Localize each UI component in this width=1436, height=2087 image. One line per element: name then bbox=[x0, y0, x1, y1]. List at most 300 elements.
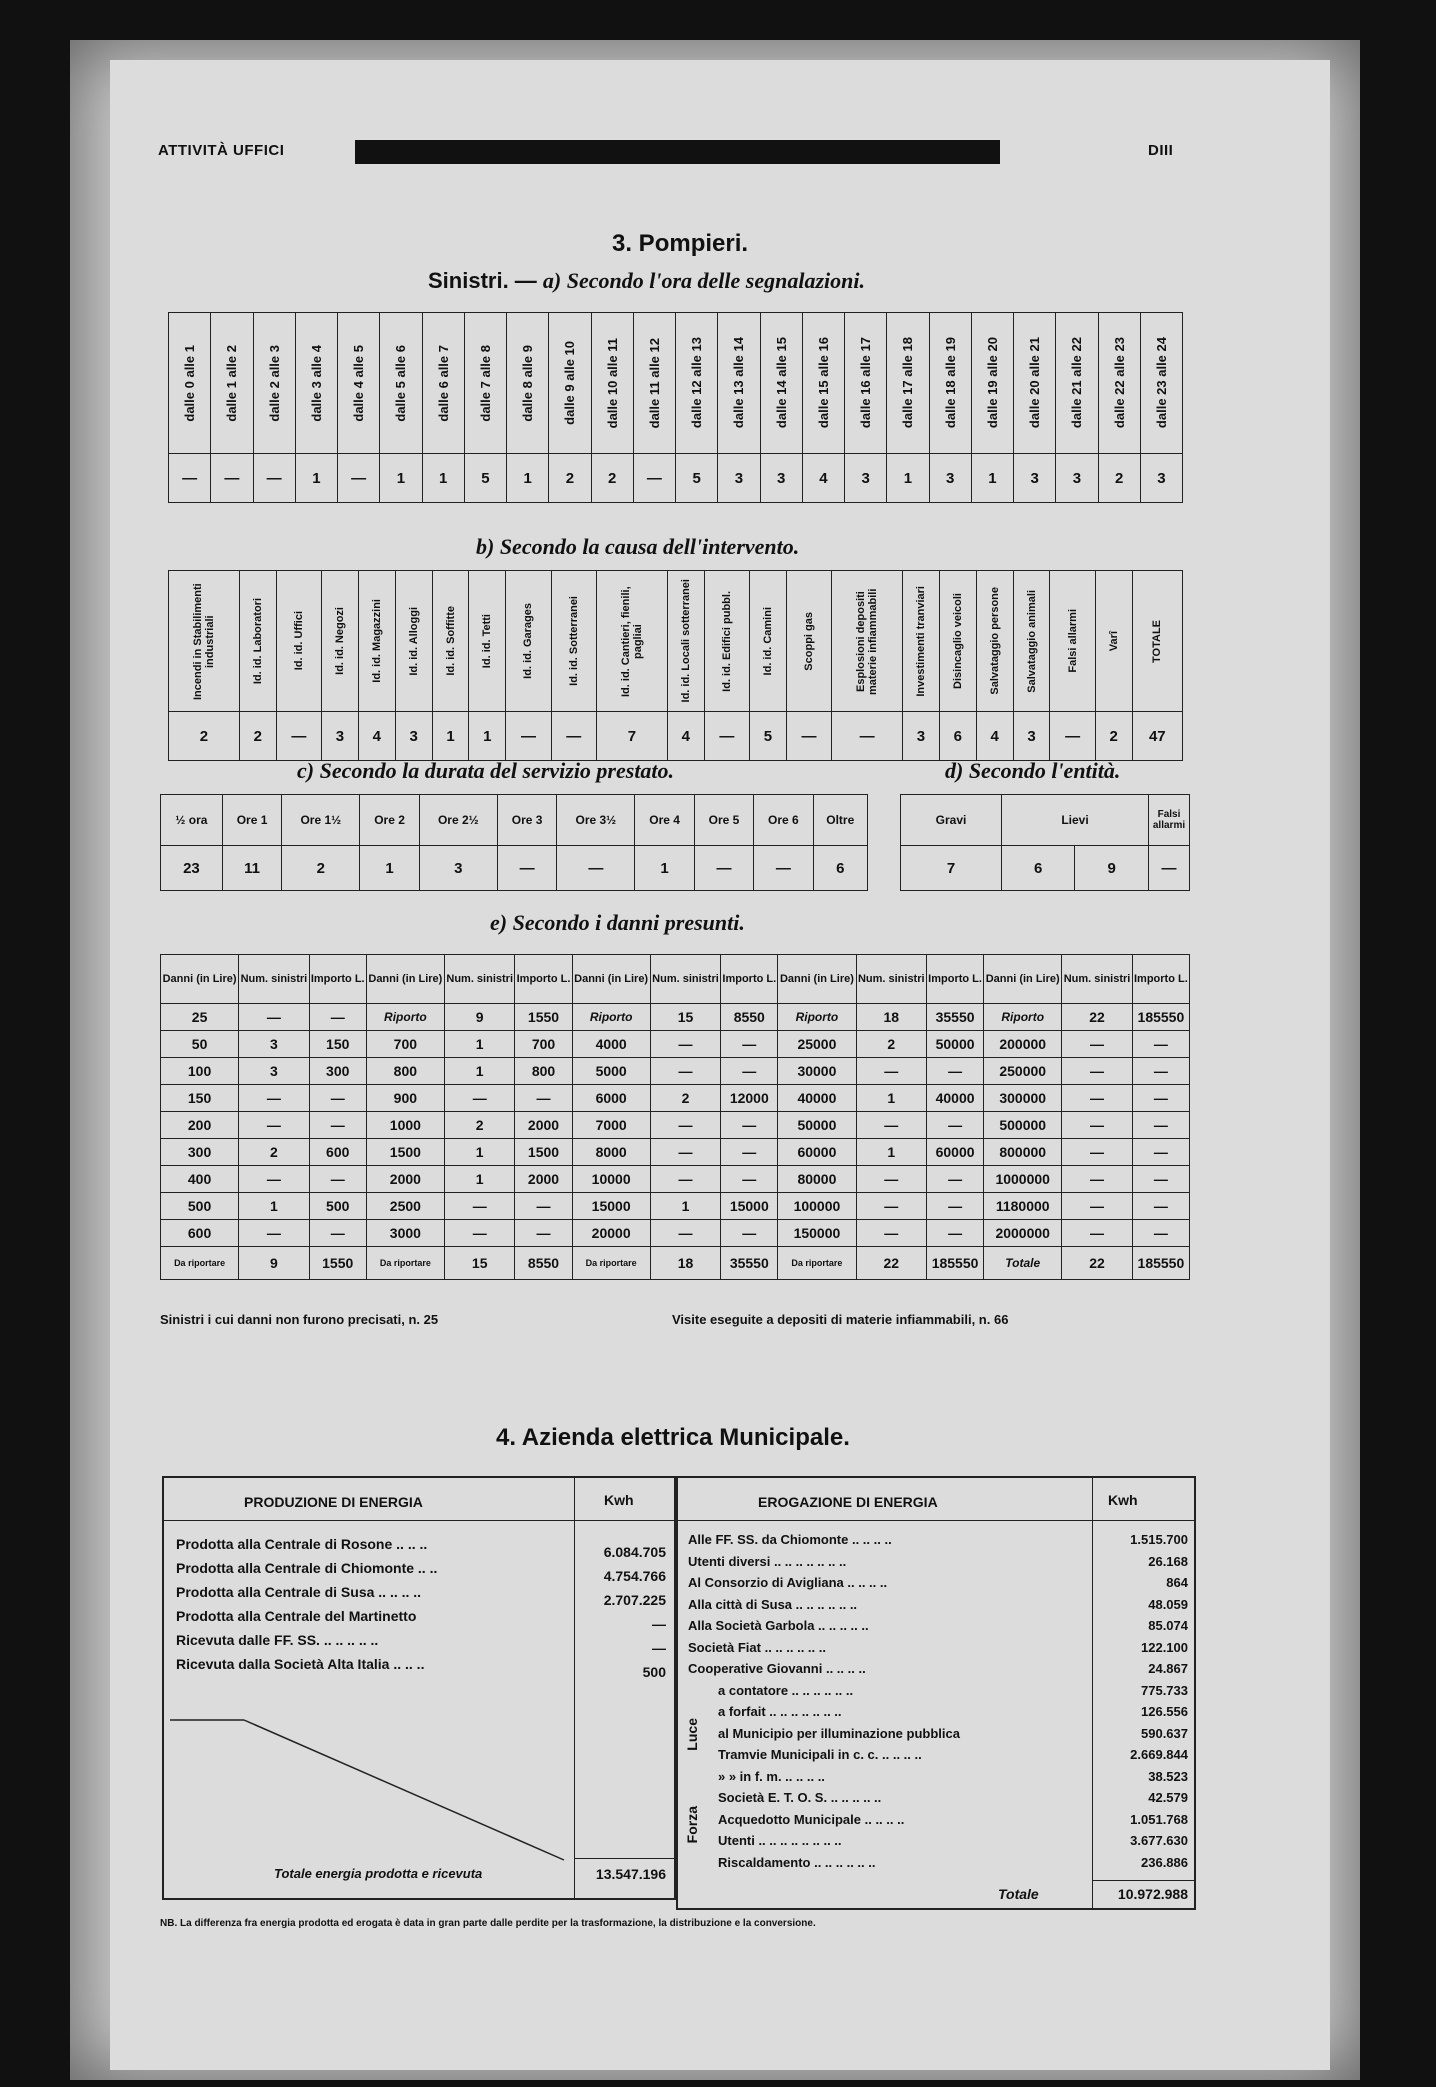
danni-cell: 9 bbox=[239, 1247, 310, 1280]
ora-header-label: dalle 11 alle 12 bbox=[646, 337, 662, 429]
danni-header: Num. sinistri bbox=[650, 955, 721, 1004]
ora-value: 5 bbox=[464, 454, 506, 503]
erogazione-total-rule bbox=[1092, 1880, 1194, 1881]
ora-value: 1 bbox=[507, 454, 549, 503]
danni-cell: — bbox=[721, 1139, 778, 1166]
danni-cell: — bbox=[721, 1220, 778, 1247]
danni-cell: 35550 bbox=[927, 1004, 984, 1031]
ora-header bbox=[591, 313, 633, 454]
causa-header bbox=[1050, 571, 1095, 712]
danni-cell: 185550 bbox=[1132, 1004, 1189, 1031]
produzione-row-label: Prodotta alla Centrale di Chiomonte .. .. bbox=[176, 1560, 438, 1576]
danni-cell: 50000 bbox=[778, 1112, 856, 1139]
subtitle-e: e) Secondo i danni presunti. bbox=[490, 910, 745, 935]
danni-cell: Totale bbox=[984, 1247, 1062, 1280]
entita-value: 7 bbox=[901, 846, 1002, 891]
erogazione-header: EROGAZIONE DI ENERGIA bbox=[758, 1494, 938, 1510]
danni-cell: — bbox=[927, 1058, 984, 1085]
subtitle-c: c) Secondo la durata del servizio prestato. bbox=[297, 758, 675, 783]
ora-header bbox=[1056, 313, 1098, 454]
causa-value: 4 bbox=[976, 712, 1013, 761]
causa-header bbox=[506, 571, 551, 712]
danni-cell: 2000 bbox=[515, 1112, 572, 1139]
erogazione-row-value: 775.733 bbox=[1141, 1682, 1188, 1698]
danni-cell: 300 bbox=[161, 1139, 239, 1166]
danni-cell: 500 bbox=[161, 1193, 239, 1220]
ora-value: 3 bbox=[1014, 454, 1056, 503]
danni-cell: 1 bbox=[239, 1193, 310, 1220]
durata-header: ½ ora bbox=[161, 795, 223, 846]
durata-value: — bbox=[694, 846, 753, 891]
ora-header bbox=[845, 313, 887, 454]
danni-cell: 300 bbox=[309, 1058, 366, 1085]
causa-header-label: Id. id. Cantieri, fienili, pagliai bbox=[619, 585, 644, 697]
danni-cell: 8000 bbox=[572, 1139, 650, 1166]
causa-header-label: Scoppi gas bbox=[803, 611, 816, 671]
danni-header: Danni (in Lire) bbox=[161, 955, 239, 1004]
nb-note: NB. La differenza fra energia prodotta ed erogata è data in gran parte dalle perdite per la trasformazione, la distribuzione e la conversione. bbox=[160, 1918, 816, 1929]
danni-cell: — bbox=[856, 1220, 927, 1247]
danni-cell: — bbox=[650, 1058, 721, 1085]
ora-value: — bbox=[169, 454, 211, 503]
ora-value: — bbox=[338, 454, 380, 503]
causa-header bbox=[276, 571, 321, 712]
causa-value: 1 bbox=[432, 712, 469, 761]
entita-header-falsi: Falsi allarmi bbox=[1149, 795, 1190, 846]
danni-cell: — bbox=[721, 1058, 778, 1085]
causa-header-label: Investimenti tranviari bbox=[914, 585, 927, 697]
causa-header-label: Id. id. Edifici pubbl. bbox=[720, 590, 733, 692]
entita-value: 6 bbox=[1002, 846, 1075, 891]
danni-cell: 1500 bbox=[515, 1139, 572, 1166]
erogazione-row-label: Società Fiat .. .. .. .. .. .. bbox=[688, 1639, 826, 1655]
danni-cell: 18 bbox=[856, 1004, 927, 1031]
erogazione-row-label: Utenti diversi .. .. .. .. .. .. .. bbox=[688, 1553, 847, 1569]
produzione-row-value: 6.084.705 bbox=[603, 1544, 666, 1560]
entita-value: — bbox=[1149, 846, 1190, 891]
danni-cell: Riporto bbox=[572, 1004, 650, 1031]
erogazione-row-label: Utenti .. .. .. .. .. .. .. .. bbox=[718, 1833, 842, 1848]
durata-header: Ore 1½ bbox=[282, 795, 360, 846]
danni-cell: — bbox=[1062, 1139, 1133, 1166]
ora-value: 3 bbox=[1140, 454, 1182, 503]
danni-cell: 185550 bbox=[927, 1247, 984, 1280]
danni-cell: 1550 bbox=[515, 1004, 572, 1031]
danni-cell: — bbox=[1062, 1166, 1133, 1193]
danni-header: Importo L. bbox=[927, 955, 984, 1004]
causa-header-label: Id. id. Negozi bbox=[333, 607, 346, 675]
section-title-azienda: 4. Azienda elettrica Municipale. bbox=[496, 1424, 850, 1451]
danni-cell: 3 bbox=[239, 1058, 310, 1085]
danni-cell: Riporto bbox=[778, 1004, 856, 1031]
ora-value: 3 bbox=[718, 454, 760, 503]
danni-cell: 300000 bbox=[984, 1085, 1062, 1112]
causa-value: 3 bbox=[903, 712, 940, 761]
causa-value: 3 bbox=[1013, 712, 1050, 761]
danni-cell: — bbox=[721, 1031, 778, 1058]
danni-cell: 15000 bbox=[572, 1193, 650, 1220]
erogazione-row-value: 3.677.630 bbox=[1130, 1833, 1188, 1848]
ora-header-label: dalle 9 alle 10 bbox=[562, 341, 578, 425]
erogazione-row-label: Società E. T. O. S. .. .. .. .. .. bbox=[718, 1790, 882, 1805]
erogazione-row-value: 38.523 bbox=[1148, 1768, 1188, 1784]
danni-cell: 1 bbox=[856, 1139, 927, 1166]
produzione-header-rule bbox=[164, 1520, 674, 1521]
forza-label: Forza bbox=[684, 1806, 700, 1844]
causa-header bbox=[832, 571, 903, 712]
danni-cell: 1000 bbox=[366, 1112, 444, 1139]
durata-value: — bbox=[557, 846, 635, 891]
danni-cell: — bbox=[650, 1166, 721, 1193]
durata-value: 23 bbox=[161, 846, 223, 891]
ora-header bbox=[211, 313, 253, 454]
table-row bbox=[161, 1247, 1190, 1280]
ora-header bbox=[1014, 313, 1056, 454]
danni-cell: 40000 bbox=[778, 1085, 856, 1112]
ora-header bbox=[464, 313, 506, 454]
section-title-pompieri: 3. Pompieri. bbox=[612, 230, 749, 257]
causa-header-label: Id. id. Sotterranei bbox=[567, 596, 580, 686]
durata-value: — bbox=[754, 846, 813, 891]
ora-header bbox=[1140, 313, 1182, 454]
ora-header bbox=[760, 313, 802, 454]
danni-cell: — bbox=[856, 1058, 927, 1085]
danni-cell: 5000 bbox=[572, 1058, 650, 1085]
danni-header: Importo L. bbox=[515, 955, 572, 1004]
danni-cell: 400 bbox=[161, 1166, 239, 1193]
causa-header bbox=[239, 571, 276, 712]
ora-header bbox=[380, 313, 422, 454]
durata-header: Ore 3½ bbox=[557, 795, 635, 846]
running-head-left: ATTIVITÀ UFFICI bbox=[158, 142, 285, 159]
ora-header bbox=[422, 313, 464, 454]
danni-cell: 60000 bbox=[927, 1139, 984, 1166]
danni-cell: 2500 bbox=[366, 1193, 444, 1220]
table-row bbox=[161, 1031, 1190, 1058]
erogazione-col-rule bbox=[1092, 1478, 1093, 1908]
danni-cell: 1000000 bbox=[984, 1166, 1062, 1193]
danni-cell: — bbox=[309, 1220, 366, 1247]
danni-cell: — bbox=[927, 1166, 984, 1193]
note-visite-depositi: Visite eseguite a depositi di materie infiammabili, n. 66 bbox=[672, 1312, 1009, 1327]
causa-header bbox=[939, 571, 976, 712]
danni-cell: — bbox=[1062, 1058, 1133, 1085]
durata-value: — bbox=[497, 846, 556, 891]
danni-cell: 25000 bbox=[778, 1031, 856, 1058]
ora-header-label: dalle 16 alle 17 bbox=[858, 337, 874, 429]
causa-header bbox=[704, 571, 749, 712]
danni-cell: — bbox=[1132, 1085, 1189, 1112]
ora-value: 3 bbox=[845, 454, 887, 503]
danni-cell: — bbox=[515, 1220, 572, 1247]
danni-cell: Da riportare bbox=[778, 1247, 856, 1280]
entita-header-lievi: Lievi bbox=[1002, 795, 1149, 846]
durata-header: Ore 2 bbox=[360, 795, 419, 846]
ora-header-label: dalle 6 alle 7 bbox=[435, 344, 451, 422]
danni-cell: 200000 bbox=[984, 1031, 1062, 1058]
danni-cell: Da riportare bbox=[572, 1247, 650, 1280]
erogazione-row-value: 2.669.844 bbox=[1130, 1747, 1188, 1762]
produzione-box bbox=[162, 1476, 676, 1900]
erogazione-row-label: a forfait .. .. .. .. .. .. .. bbox=[718, 1704, 842, 1719]
danni-cell: 2 bbox=[650, 1085, 721, 1112]
ora-value: 5 bbox=[676, 454, 718, 503]
subtitle-a-bold: Sinistri. — bbox=[428, 268, 537, 293]
produzione-total-label: Totale energia prodotta e ricevuta bbox=[274, 1866, 483, 1881]
running-head-right: DIII bbox=[1148, 142, 1174, 159]
danni-cell: 80000 bbox=[778, 1166, 856, 1193]
causa-header bbox=[667, 571, 704, 712]
danni-header: Danni (in Lire) bbox=[366, 955, 444, 1004]
danni-cell: 1 bbox=[444, 1166, 515, 1193]
ora-header-label: dalle 22 alle 23 bbox=[1111, 337, 1127, 429]
danni-cell: 500 bbox=[309, 1193, 366, 1220]
causa-header bbox=[551, 571, 596, 712]
ora-header bbox=[295, 313, 337, 454]
durata-value: 1 bbox=[635, 846, 694, 891]
danni-cell: — bbox=[239, 1112, 310, 1139]
erogazione-row-value: 122.100 bbox=[1141, 1639, 1188, 1655]
erogazione-unit: Kwh bbox=[1108, 1492, 1138, 1508]
erogazione-row-value: 48.059 bbox=[1148, 1596, 1188, 1612]
ora-header bbox=[1098, 313, 1140, 454]
causa-value: 4 bbox=[667, 712, 704, 761]
causa-header-label: Id. id. Uffici bbox=[292, 611, 305, 671]
causa-header bbox=[432, 571, 469, 712]
durata-header: Ore 4 bbox=[635, 795, 694, 846]
table-danni-presunti bbox=[160, 954, 1190, 1280]
erogazione-total: 10.972.988 bbox=[1117, 1886, 1188, 1902]
table-row bbox=[161, 1004, 1190, 1031]
produzione-row-label: Prodotta alla Centrale di Susa .. .. .. .. bbox=[176, 1584, 422, 1600]
produzione-row-label: Prodotta alla Centrale del Martinetto bbox=[176, 1608, 417, 1624]
danni-cell: 3000 bbox=[366, 1220, 444, 1247]
ora-header-label: dalle 20 alle 21 bbox=[1027, 337, 1043, 429]
danni-cell: 100 bbox=[161, 1058, 239, 1085]
danni-cell: 1 bbox=[856, 1085, 927, 1112]
danni-cell: 22 bbox=[1062, 1247, 1133, 1280]
danni-header: Importo L. bbox=[721, 955, 778, 1004]
durata-header: Ore 1 bbox=[222, 795, 281, 846]
danni-cell: 10000 bbox=[572, 1166, 650, 1193]
ora-header bbox=[971, 313, 1013, 454]
danni-cell: — bbox=[1132, 1193, 1189, 1220]
table-row bbox=[161, 1166, 1190, 1193]
danni-cell: 150 bbox=[161, 1085, 239, 1112]
causa-value: 3 bbox=[322, 712, 359, 761]
table-row bbox=[161, 1112, 1190, 1139]
danni-cell: — bbox=[444, 1085, 515, 1112]
danni-cell: — bbox=[239, 1085, 310, 1112]
danni-cell: 185550 bbox=[1132, 1247, 1189, 1280]
subtitle-d: d) Secondo l'entità. bbox=[945, 758, 1121, 783]
ora-header-label: dalle 1 alle 2 bbox=[224, 344, 240, 422]
produzione-row-value: — bbox=[652, 1616, 666, 1632]
ora-header-label: dalle 18 alle 19 bbox=[942, 337, 958, 429]
danni-cell: — bbox=[927, 1220, 984, 1247]
ora-header bbox=[549, 313, 591, 454]
danni-cell: 20000 bbox=[572, 1220, 650, 1247]
ora-header-label: dalle 0 alle 1 bbox=[182, 344, 198, 422]
causa-header-label: Falsi allarmi bbox=[1066, 609, 1079, 673]
produzione-row-value: 2.707.225 bbox=[603, 1592, 666, 1608]
danni-cell: 4000 bbox=[572, 1031, 650, 1058]
ora-header-label: dalle 13 alle 14 bbox=[731, 337, 747, 429]
danni-cell: — bbox=[856, 1166, 927, 1193]
danni-cell: Riporto bbox=[984, 1004, 1062, 1031]
danni-cell: — bbox=[1132, 1031, 1189, 1058]
ora-header bbox=[633, 313, 675, 454]
danni-cell: Da riportare bbox=[161, 1247, 239, 1280]
danni-cell: 200 bbox=[161, 1112, 239, 1139]
danni-cell: 8550 bbox=[721, 1004, 778, 1031]
header-decorative-bar bbox=[355, 140, 1000, 164]
ora-header-label: dalle 3 alle 4 bbox=[308, 344, 324, 422]
danni-cell: — bbox=[309, 1085, 366, 1112]
produzione-header: PRODUZIONE DI ENERGIA bbox=[244, 1494, 423, 1510]
causa-value: 47 bbox=[1132, 712, 1182, 761]
durata-header: Ore 2½ bbox=[419, 795, 497, 846]
danni-header: Danni (in Lire) bbox=[778, 955, 856, 1004]
causa-value: — bbox=[276, 712, 321, 761]
causa-header-label: Id. id. Laboratori bbox=[251, 597, 264, 685]
danni-cell: — bbox=[515, 1193, 572, 1220]
danni-cell: 1180000 bbox=[984, 1193, 1062, 1220]
danni-cell: — bbox=[856, 1112, 927, 1139]
table-entita bbox=[900, 794, 1190, 891]
table-row bbox=[161, 1085, 1190, 1112]
causa-value: 3 bbox=[395, 712, 432, 761]
durata-header: Ore 6 bbox=[754, 795, 813, 846]
danni-cell: 35550 bbox=[721, 1247, 778, 1280]
causa-header-label: Esplosioni depositi materie infiammabili bbox=[855, 587, 880, 695]
ora-header-label: dalle 17 alle 18 bbox=[900, 337, 916, 429]
ora-header bbox=[169, 313, 211, 454]
danni-cell: 30000 bbox=[778, 1058, 856, 1085]
note-sinistri-non-precisati: Sinistri i cui danni non furono precisati, n. 25 bbox=[160, 1312, 439, 1327]
ora-header-label: dalle 21 alle 22 bbox=[1069, 337, 1085, 429]
danni-cell: 1 bbox=[444, 1139, 515, 1166]
danni-cell: 18 bbox=[650, 1247, 721, 1280]
erogazione-row-label: Acquedotto Municipale .. .. .. .. bbox=[718, 1811, 905, 1827]
causa-value: 6 bbox=[939, 712, 976, 761]
erogazione-row-label: Alla città di Susa .. .. .. .. .. .. bbox=[688, 1596, 858, 1612]
ora-header bbox=[929, 313, 971, 454]
danni-header: Num. sinistri bbox=[239, 955, 310, 1004]
erogazione-row-label: Al Consorzio di Avigliana .. .. .. .. bbox=[688, 1575, 888, 1590]
erogazione-box bbox=[676, 1476, 1196, 1910]
ora-value: — bbox=[253, 454, 295, 503]
subtitle-b: b) Secondo la causa dell'intervento. bbox=[476, 534, 800, 559]
danni-cell: — bbox=[1132, 1166, 1189, 1193]
entita-value: 9 bbox=[1075, 846, 1149, 891]
causa-value: — bbox=[786, 712, 831, 761]
causa-header-label: Salvataggio persone bbox=[988, 587, 1001, 695]
danni-cell: — bbox=[1062, 1031, 1133, 1058]
danni-cell: — bbox=[927, 1193, 984, 1220]
ora-header-label: dalle 5 alle 6 bbox=[393, 344, 409, 422]
erogazione-row-value: 1.515.700 bbox=[1130, 1532, 1188, 1547]
causa-header bbox=[976, 571, 1013, 712]
table-row bbox=[161, 1193, 1190, 1220]
causa-header-label: Id. id. Magazzini bbox=[370, 599, 383, 683]
danni-cell: 600 bbox=[161, 1220, 239, 1247]
produzione-row-value: 500 bbox=[642, 1664, 666, 1680]
produzione-total: 13.547.196 bbox=[595, 1866, 666, 1882]
danni-cell: — bbox=[1132, 1139, 1189, 1166]
ora-value: — bbox=[211, 454, 253, 503]
causa-header bbox=[469, 571, 506, 712]
danni-cell: 40000 bbox=[927, 1085, 984, 1112]
danni-cell: 700 bbox=[366, 1031, 444, 1058]
table-ora-segnalazioni bbox=[168, 312, 1183, 503]
danni-cell: — bbox=[239, 1220, 310, 1247]
danni-cell: — bbox=[1062, 1220, 1133, 1247]
ora-value: 1 bbox=[887, 454, 929, 503]
danni-header: Num. sinistri bbox=[1062, 955, 1133, 1004]
ora-header-label: dalle 23 alle 24 bbox=[1153, 337, 1169, 429]
produzione-row-label: Ricevuta dalle FF. SS. .. .. .. .. .. bbox=[176, 1632, 379, 1648]
subtitle-a-italic: a) Secondo l'ora delle segnalazioni. bbox=[542, 268, 865, 293]
causa-header bbox=[358, 571, 395, 712]
danni-cell: 60000 bbox=[778, 1139, 856, 1166]
ora-value: 3 bbox=[760, 454, 802, 503]
erogazione-row-value: 126.556 bbox=[1141, 1704, 1188, 1719]
ora-header bbox=[802, 313, 844, 454]
danni-cell: 800 bbox=[366, 1058, 444, 1085]
danni-header: Num. sinistri bbox=[856, 955, 927, 1004]
luce-label: Luce bbox=[684, 1718, 700, 1751]
causa-value: — bbox=[1050, 712, 1095, 761]
ora-header-label: dalle 10 alle 11 bbox=[604, 337, 620, 429]
causa-header bbox=[322, 571, 359, 712]
danni-header: Num. sinistri bbox=[444, 955, 515, 1004]
danni-cell: 250000 bbox=[984, 1058, 1062, 1085]
danni-cell: — bbox=[444, 1193, 515, 1220]
erogazione-row-value: 1.051.768 bbox=[1130, 1811, 1188, 1827]
danni-cell: 150000 bbox=[778, 1220, 856, 1247]
danni-cell: — bbox=[444, 1220, 515, 1247]
causa-header-label: Salvataggio animali bbox=[1025, 589, 1038, 693]
causa-value: 2 bbox=[169, 712, 240, 761]
danni-cell: 7000 bbox=[572, 1112, 650, 1139]
durata-value: 2 bbox=[282, 846, 360, 891]
danni-cell: 800 bbox=[515, 1058, 572, 1085]
causa-header bbox=[786, 571, 831, 712]
danni-cell: 50 bbox=[161, 1031, 239, 1058]
danni-cell: 900 bbox=[366, 1085, 444, 1112]
danni-cell: Riporto bbox=[366, 1004, 444, 1031]
danni-cell: — bbox=[239, 1166, 310, 1193]
produzione-row-value: 4.754.766 bbox=[603, 1568, 666, 1584]
causa-value: 5 bbox=[750, 712, 787, 761]
danni-cell: 3 bbox=[239, 1031, 310, 1058]
danni-cell: — bbox=[309, 1004, 366, 1031]
danni-header: Importo L. bbox=[1132, 955, 1189, 1004]
ora-value: — bbox=[633, 454, 675, 503]
ora-header-label: dalle 15 alle 16 bbox=[815, 337, 831, 429]
danni-cell: 1 bbox=[444, 1031, 515, 1058]
erogazione-row-label: Alla Società Garbola .. .. .. .. .. bbox=[688, 1618, 869, 1633]
durata-value: 11 bbox=[222, 846, 281, 891]
erogazione-row-value: 26.168 bbox=[1148, 1553, 1188, 1569]
causa-value: 1 bbox=[469, 712, 506, 761]
danni-cell: — bbox=[721, 1112, 778, 1139]
danni-cell: 600 bbox=[309, 1139, 366, 1166]
danni-header: Danni (in Lire) bbox=[984, 955, 1062, 1004]
causa-header bbox=[750, 571, 787, 712]
table-row bbox=[161, 1220, 1190, 1247]
